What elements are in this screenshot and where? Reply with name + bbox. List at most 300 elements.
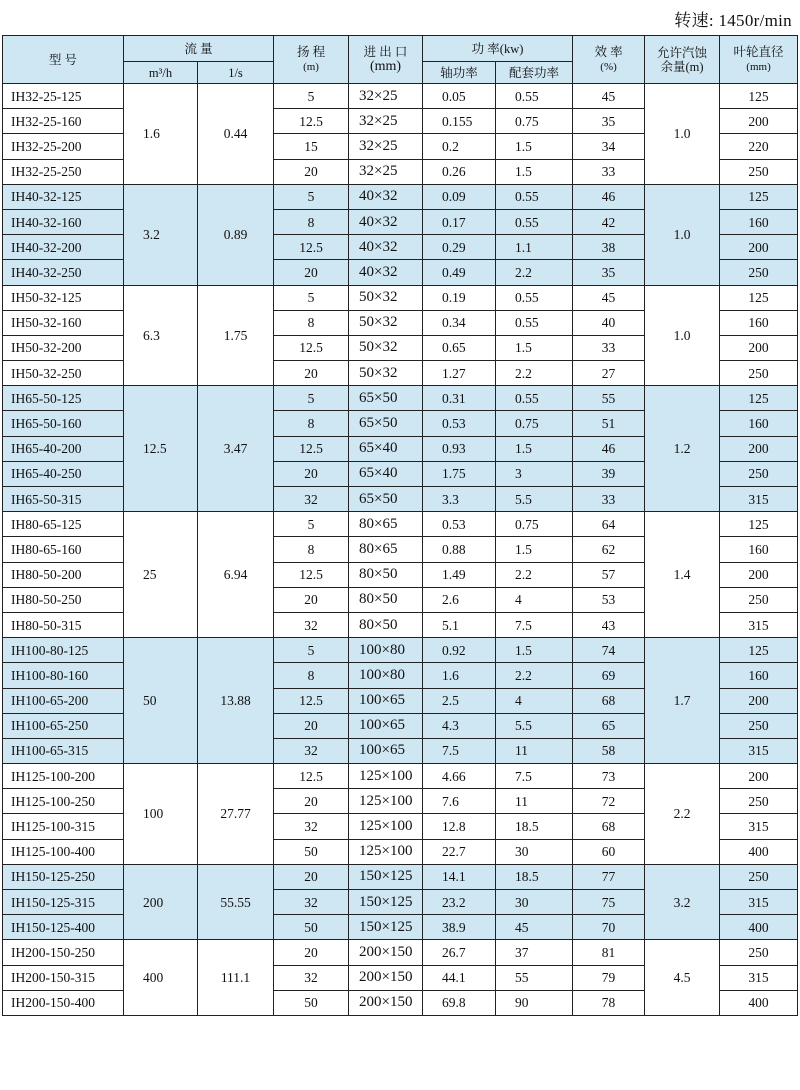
efficiency-cell: 75 xyxy=(573,890,645,915)
model-cell: IH125-100-250 xyxy=(3,789,124,814)
motor-power-cell: 30 xyxy=(496,890,573,915)
shaft-power-cell: 0.93 xyxy=(423,436,496,461)
motor-power-cell: 0.75 xyxy=(496,109,573,134)
efficiency-cell: 58 xyxy=(573,738,645,763)
shaft-power-cell: 4.66 xyxy=(423,764,496,789)
head-cell: 15 xyxy=(274,134,349,159)
model-group xyxy=(3,764,798,865)
impeller-diameter-cell: 160 xyxy=(720,209,798,234)
impeller-diameter-cell: 250 xyxy=(720,940,798,965)
port-size-cell: 80×65 xyxy=(349,512,423,537)
table-row xyxy=(3,184,798,209)
motor-power-cell: 1.5 xyxy=(496,159,573,184)
motor-power-cell: 7.5 xyxy=(496,612,573,637)
port-size-cell: 50×32 xyxy=(349,310,423,335)
model-cell: IH50-32-200 xyxy=(3,335,124,360)
impeller-diameter-cell: 200 xyxy=(720,764,798,789)
port-size-cell: 50×32 xyxy=(349,285,423,310)
head-cell: 5 xyxy=(274,84,349,109)
impeller-diameter-cell: 315 xyxy=(720,487,798,512)
model-cell: IH65-40-200 xyxy=(3,436,124,461)
header-flow-ls: 1/s xyxy=(198,62,274,84)
port-size-cell: 125×100 xyxy=(349,839,423,864)
efficiency-cell: 46 xyxy=(573,436,645,461)
head-cell: 20 xyxy=(274,940,349,965)
model-cell: IH32-25-250 xyxy=(3,159,124,184)
model-cell: IH80-50-200 xyxy=(3,562,124,587)
motor-power-cell: 2.2 xyxy=(496,663,573,688)
flow-m3h-cell: 50 xyxy=(124,638,198,764)
efficiency-cell: 45 xyxy=(573,285,645,310)
impeller-diameter-cell: 315 xyxy=(720,965,798,990)
table-row xyxy=(3,386,798,411)
port-size-cell: 32×25 xyxy=(349,109,423,134)
npsh-cell: 1.0 xyxy=(645,184,720,285)
model-group xyxy=(3,940,798,1016)
model-cell: IH32-25-200 xyxy=(3,134,124,159)
flow-m3h-cell: 6.3 xyxy=(124,285,198,386)
model-cell: IH50-32-125 xyxy=(3,285,124,310)
head-cell: 20 xyxy=(274,713,349,738)
motor-power-cell: 0.55 xyxy=(496,386,573,411)
head-cell: 12.5 xyxy=(274,109,349,134)
flow-m3h-cell: 12.5 xyxy=(124,386,198,512)
motor-power-cell: 0.55 xyxy=(496,184,573,209)
header-efficiency xyxy=(573,36,645,84)
efficiency-cell: 39 xyxy=(573,461,645,486)
impeller-diameter-cell: 200 xyxy=(720,235,798,260)
shaft-power-cell: 0.26 xyxy=(423,159,496,184)
model-cell: IH40-32-250 xyxy=(3,260,124,285)
model-cell: IH200-150-315 xyxy=(3,965,124,990)
port-size-cell: 65×50 xyxy=(349,487,423,512)
head-cell: 5 xyxy=(274,184,349,209)
shaft-power-cell: 7.6 xyxy=(423,789,496,814)
motor-power-cell: 5.5 xyxy=(496,713,573,738)
model-cell: IH100-65-250 xyxy=(3,713,124,738)
model-cell: IH100-80-125 xyxy=(3,638,124,663)
flow-ls-cell: 0.44 xyxy=(198,84,274,185)
table-row xyxy=(3,764,798,789)
head-cell: 5 xyxy=(274,386,349,411)
port-size-cell: 65×50 xyxy=(349,386,423,411)
table-row xyxy=(3,864,798,889)
head-cell: 5 xyxy=(274,512,349,537)
shaft-power-cell: 1.49 xyxy=(423,562,496,587)
flow-m3h-cell: 400 xyxy=(124,940,198,1016)
model-cell: IH125-100-200 xyxy=(3,764,124,789)
efficiency-cell: 64 xyxy=(573,512,645,537)
header-npsh-unit: 余量(m) xyxy=(660,59,704,74)
impeller-diameter-cell: 315 xyxy=(720,612,798,637)
efficiency-cell: 74 xyxy=(573,638,645,663)
model-group xyxy=(3,864,798,940)
header-power: 功 率(kw) xyxy=(423,36,573,62)
impeller-diameter-cell: 250 xyxy=(720,260,798,285)
npsh-cell: 1.4 xyxy=(645,512,720,638)
impeller-diameter-cell: 315 xyxy=(720,890,798,915)
efficiency-cell: 65 xyxy=(573,713,645,738)
shaft-power-cell: 1.6 xyxy=(423,663,496,688)
efficiency-cell: 69 xyxy=(573,663,645,688)
port-size-cell: 80×50 xyxy=(349,587,423,612)
shaft-power-cell: 2.6 xyxy=(423,587,496,612)
model-cell: IH50-32-250 xyxy=(3,361,124,386)
header-motor-power: 配套功率 xyxy=(496,62,573,84)
port-size-cell: 125×100 xyxy=(349,789,423,814)
port-size-cell: 65×50 xyxy=(349,411,423,436)
flow-m3h-cell: 3.2 xyxy=(124,184,198,285)
shaft-power-cell: 69.8 xyxy=(423,990,496,1015)
head-cell: 20 xyxy=(274,461,349,486)
port-size-cell: 32×25 xyxy=(349,134,423,159)
model-cell: IH65-50-125 xyxy=(3,386,124,411)
motor-power-cell: 5.5 xyxy=(496,487,573,512)
header-port-unit: (mm) xyxy=(369,59,402,74)
model-cell: IH50-32-160 xyxy=(3,310,124,335)
motor-power-cell: 0.75 xyxy=(496,512,573,537)
model-cell: IH200-150-250 xyxy=(3,940,124,965)
model-group xyxy=(3,386,798,512)
head-cell: 12.5 xyxy=(274,764,349,789)
efficiency-cell: 35 xyxy=(573,109,645,134)
shaft-power-cell: 0.34 xyxy=(423,310,496,335)
shaft-power-cell: 0.05 xyxy=(423,84,496,109)
header-eff-unit: (%) xyxy=(600,61,617,73)
head-cell: 8 xyxy=(274,310,349,335)
head-cell: 8 xyxy=(274,537,349,562)
impeller-diameter-cell: 250 xyxy=(720,789,798,814)
model-group xyxy=(3,84,798,185)
efficiency-cell: 60 xyxy=(573,839,645,864)
head-cell: 32 xyxy=(274,814,349,839)
efficiency-cell: 81 xyxy=(573,940,645,965)
head-cell: 32 xyxy=(274,890,349,915)
motor-power-cell: 1.5 xyxy=(496,134,573,159)
header-model: 型 号 xyxy=(3,36,124,84)
port-size-cell: 50×32 xyxy=(349,361,423,386)
port-size-cell: 200×150 xyxy=(349,965,423,990)
table-header xyxy=(3,36,798,84)
port-size-cell: 32×25 xyxy=(349,159,423,184)
head-cell: 12.5 xyxy=(274,688,349,713)
motor-power-cell: 0.55 xyxy=(496,285,573,310)
shaft-power-cell: 0.53 xyxy=(423,411,496,436)
motor-power-cell: 18.5 xyxy=(496,814,573,839)
shaft-power-cell: 38.9 xyxy=(423,915,496,940)
table-row xyxy=(3,285,798,310)
shaft-power-cell: 7.5 xyxy=(423,738,496,763)
efficiency-cell: 45 xyxy=(573,84,645,109)
flow-m3h-cell: 200 xyxy=(124,864,198,940)
efficiency-cell: 79 xyxy=(573,965,645,990)
motor-power-cell: 1.1 xyxy=(496,235,573,260)
port-size-cell: 50×32 xyxy=(349,335,423,360)
head-cell: 20 xyxy=(274,260,349,285)
header-npsh-label: 允许汽蚀 xyxy=(657,45,708,60)
shaft-power-cell: 12.8 xyxy=(423,814,496,839)
head-cell: 8 xyxy=(274,663,349,688)
impeller-diameter-cell: 220 xyxy=(720,134,798,159)
efficiency-cell: 55 xyxy=(573,386,645,411)
model-cell: IH200-150-400 xyxy=(3,990,124,1015)
model-cell: IH100-65-315 xyxy=(3,738,124,763)
impeller-diameter-cell: 160 xyxy=(720,537,798,562)
model-cell: IH100-65-200 xyxy=(3,688,124,713)
model-cell: IH125-100-315 xyxy=(3,814,124,839)
head-cell: 32 xyxy=(274,612,349,637)
shaft-power-cell: 0.88 xyxy=(423,537,496,562)
port-size-cell: 40×32 xyxy=(349,209,423,234)
head-cell: 8 xyxy=(274,209,349,234)
motor-power-cell: 1.5 xyxy=(496,638,573,663)
motor-power-cell: 30 xyxy=(496,839,573,864)
port-size-cell: 40×32 xyxy=(349,184,423,209)
impeller-diameter-cell: 400 xyxy=(720,839,798,864)
head-cell: 32 xyxy=(274,487,349,512)
header-port xyxy=(349,36,423,84)
npsh-cell: 3.2 xyxy=(645,864,720,940)
head-cell: 5 xyxy=(274,285,349,310)
header-head-unit: (m) xyxy=(303,61,319,73)
shaft-power-cell: 0.53 xyxy=(423,512,496,537)
npsh-cell: 1.0 xyxy=(645,84,720,185)
flow-ls-cell: 13.88 xyxy=(198,638,274,764)
header-impeller-unit: (mm) xyxy=(746,61,771,73)
flow-m3h-cell: 1.6 xyxy=(124,84,198,185)
port-size-cell: 40×32 xyxy=(349,235,423,260)
model-cell: IH100-80-160 xyxy=(3,663,124,688)
flow-ls-cell: 6.94 xyxy=(198,512,274,638)
npsh-cell: 1.2 xyxy=(645,386,720,512)
efficiency-cell: 62 xyxy=(573,537,645,562)
port-size-cell: 125×100 xyxy=(349,764,423,789)
impeller-diameter-cell: 250 xyxy=(720,361,798,386)
shaft-power-cell: 14.1 xyxy=(423,864,496,889)
table-row xyxy=(3,638,798,663)
impeller-diameter-cell: 160 xyxy=(720,411,798,436)
shaft-power-cell: 26.7 xyxy=(423,940,496,965)
header-eff-label: 效 率 xyxy=(594,45,623,59)
flow-m3h-cell: 25 xyxy=(124,512,198,638)
motor-power-cell: 37 xyxy=(496,940,573,965)
header-shaft-power: 轴功率 xyxy=(423,62,496,84)
shaft-power-cell: 44.1 xyxy=(423,965,496,990)
header-port-label: 进 出 口 xyxy=(363,45,408,59)
motor-power-cell: 18.5 xyxy=(496,864,573,889)
table-row xyxy=(3,940,798,965)
impeller-diameter-cell: 250 xyxy=(720,587,798,612)
efficiency-cell: 33 xyxy=(573,159,645,184)
motor-power-cell: 11 xyxy=(496,789,573,814)
shaft-power-cell: 1.75 xyxy=(423,461,496,486)
header-npsh xyxy=(645,36,720,84)
impeller-diameter-cell: 250 xyxy=(720,864,798,889)
head-cell: 20 xyxy=(274,789,349,814)
port-size-cell: 100×80 xyxy=(349,638,423,663)
pump-spec-table xyxy=(2,35,798,1016)
port-size-cell: 100×80 xyxy=(349,663,423,688)
head-cell: 20 xyxy=(274,361,349,386)
header-impeller xyxy=(720,36,798,84)
port-size-cell: 100×65 xyxy=(349,738,423,763)
head-cell: 20 xyxy=(274,159,349,184)
motor-power-cell: 1.5 xyxy=(496,537,573,562)
efficiency-cell: 77 xyxy=(573,864,645,889)
model-cell: IH80-50-315 xyxy=(3,612,124,637)
impeller-diameter-cell: 125 xyxy=(720,84,798,109)
shaft-power-cell: 0.92 xyxy=(423,638,496,663)
head-cell: 32 xyxy=(274,965,349,990)
table-row xyxy=(3,512,798,537)
npsh-cell: 2.2 xyxy=(645,764,720,865)
model-cell: IH32-25-160 xyxy=(3,109,124,134)
motor-power-cell: 2.2 xyxy=(496,361,573,386)
motor-power-cell: 55 xyxy=(496,965,573,990)
impeller-diameter-cell: 200 xyxy=(720,109,798,134)
head-cell: 8 xyxy=(274,411,349,436)
model-cell: IH125-100-400 xyxy=(3,839,124,864)
impeller-diameter-cell: 400 xyxy=(720,915,798,940)
shaft-power-cell: 0.09 xyxy=(423,184,496,209)
motor-power-cell: 45 xyxy=(496,915,573,940)
port-size-cell: 200×150 xyxy=(349,990,423,1015)
efficiency-cell: 72 xyxy=(573,789,645,814)
model-cell: IH150-125-315 xyxy=(3,890,124,915)
port-size-cell: 150×125 xyxy=(349,890,423,915)
shaft-power-cell: 0.65 xyxy=(423,335,496,360)
impeller-diameter-cell: 315 xyxy=(720,814,798,839)
flow-ls-cell: 3.47 xyxy=(198,386,274,512)
flow-ls-cell: 55.55 xyxy=(198,864,274,940)
efficiency-cell: 34 xyxy=(573,134,645,159)
model-cell: IH150-125-400 xyxy=(3,915,124,940)
port-size-cell: 65×40 xyxy=(349,436,423,461)
efficiency-cell: 33 xyxy=(573,487,645,512)
impeller-diameter-cell: 250 xyxy=(720,461,798,486)
efficiency-cell: 40 xyxy=(573,310,645,335)
shaft-power-cell: 5.1 xyxy=(423,612,496,637)
model-group xyxy=(3,638,798,764)
npsh-cell: 4.5 xyxy=(645,940,720,1016)
head-cell: 50 xyxy=(274,839,349,864)
port-size-cell: 32×25 xyxy=(349,84,423,109)
efficiency-cell: 35 xyxy=(573,260,645,285)
motor-power-cell: 2.2 xyxy=(496,562,573,587)
rotation-speed-label: 转速: 1450r/min xyxy=(674,11,792,30)
head-cell: 20 xyxy=(274,587,349,612)
shaft-power-cell: 0.2 xyxy=(423,134,496,159)
efficiency-cell: 42 xyxy=(573,209,645,234)
impeller-diameter-cell: 200 xyxy=(720,436,798,461)
impeller-diameter-cell: 200 xyxy=(720,562,798,587)
header-head xyxy=(274,36,349,84)
impeller-diameter-cell: 400 xyxy=(720,990,798,1015)
port-size-cell: 65×40 xyxy=(349,461,423,486)
efficiency-cell: 27 xyxy=(573,361,645,386)
efficiency-cell: 33 xyxy=(573,335,645,360)
motor-power-cell: 0.75 xyxy=(496,411,573,436)
impeller-diameter-cell: 160 xyxy=(720,310,798,335)
head-cell: 50 xyxy=(274,990,349,1015)
model-cell: IH80-50-250 xyxy=(3,587,124,612)
header-flow-m3h: m³/h xyxy=(124,62,198,84)
shaft-power-cell: 2.5 xyxy=(423,688,496,713)
model-cell: IH80-65-160 xyxy=(3,537,124,562)
header-head-label: 扬 程 xyxy=(296,45,326,59)
model-cell: IH150-125-250 xyxy=(3,864,124,889)
model-cell: IH65-50-160 xyxy=(3,411,124,436)
head-cell: 12.5 xyxy=(274,562,349,587)
model-cell: IH40-32-125 xyxy=(3,184,124,209)
shaft-power-cell: 0.17 xyxy=(423,209,496,234)
motor-power-cell: 3 xyxy=(496,461,573,486)
shaft-power-cell: 4.3 xyxy=(423,713,496,738)
shaft-power-cell: 0.19 xyxy=(423,285,496,310)
efficiency-cell: 73 xyxy=(573,764,645,789)
model-cell: IH32-25-125 xyxy=(3,84,124,109)
flow-ls-cell: 1.75 xyxy=(198,285,274,386)
motor-power-cell: 4 xyxy=(496,688,573,713)
model-cell: IH40-32-160 xyxy=(3,209,124,234)
impeller-diameter-cell: 315 xyxy=(720,738,798,763)
efficiency-cell: 78 xyxy=(573,990,645,1015)
motor-power-cell: 90 xyxy=(496,990,573,1015)
impeller-diameter-cell: 250 xyxy=(720,713,798,738)
motor-power-cell: 1.5 xyxy=(496,436,573,461)
port-size-cell: 100×65 xyxy=(349,688,423,713)
npsh-cell: 1.0 xyxy=(645,285,720,386)
motor-power-cell: 2.2 xyxy=(496,260,573,285)
head-cell: 5 xyxy=(274,638,349,663)
motor-power-cell: 11 xyxy=(496,738,573,763)
impeller-diameter-cell: 125 xyxy=(720,184,798,209)
impeller-diameter-cell: 125 xyxy=(720,512,798,537)
port-size-cell: 125×100 xyxy=(349,814,423,839)
flow-m3h-cell: 100 xyxy=(124,764,198,865)
impeller-diameter-cell: 160 xyxy=(720,663,798,688)
shaft-power-cell: 23.2 xyxy=(423,890,496,915)
model-group xyxy=(3,285,798,386)
model-cell: IH65-40-250 xyxy=(3,461,124,486)
model-cell: IH65-50-315 xyxy=(3,487,124,512)
model-cell: IH80-65-125 xyxy=(3,512,124,537)
impeller-diameter-cell: 200 xyxy=(720,688,798,713)
motor-power-cell: 1.5 xyxy=(496,335,573,360)
efficiency-cell: 70 xyxy=(573,915,645,940)
header-flow: 流 量 xyxy=(124,36,274,62)
header-impeller-label: 叶轮直径 xyxy=(733,45,784,59)
shaft-power-cell: 1.27 xyxy=(423,361,496,386)
efficiency-cell: 46 xyxy=(573,184,645,209)
head-cell: 50 xyxy=(274,915,349,940)
shaft-power-cell: 0.155 xyxy=(423,109,496,134)
motor-power-cell: 7.5 xyxy=(496,764,573,789)
npsh-cell: 1.7 xyxy=(645,638,720,764)
impeller-diameter-cell: 200 xyxy=(720,335,798,360)
head-cell: 12.5 xyxy=(274,235,349,260)
motor-power-cell: 0.55 xyxy=(496,84,573,109)
efficiency-cell: 53 xyxy=(573,587,645,612)
motor-power-cell: 4 xyxy=(496,587,573,612)
impeller-diameter-cell: 250 xyxy=(720,159,798,184)
efficiency-cell: 68 xyxy=(573,688,645,713)
efficiency-cell: 38 xyxy=(573,235,645,260)
shaft-power-cell: 0.29 xyxy=(423,235,496,260)
motor-power-cell: 0.55 xyxy=(496,209,573,234)
port-size-cell: 100×65 xyxy=(349,713,423,738)
head-cell: 32 xyxy=(274,738,349,763)
